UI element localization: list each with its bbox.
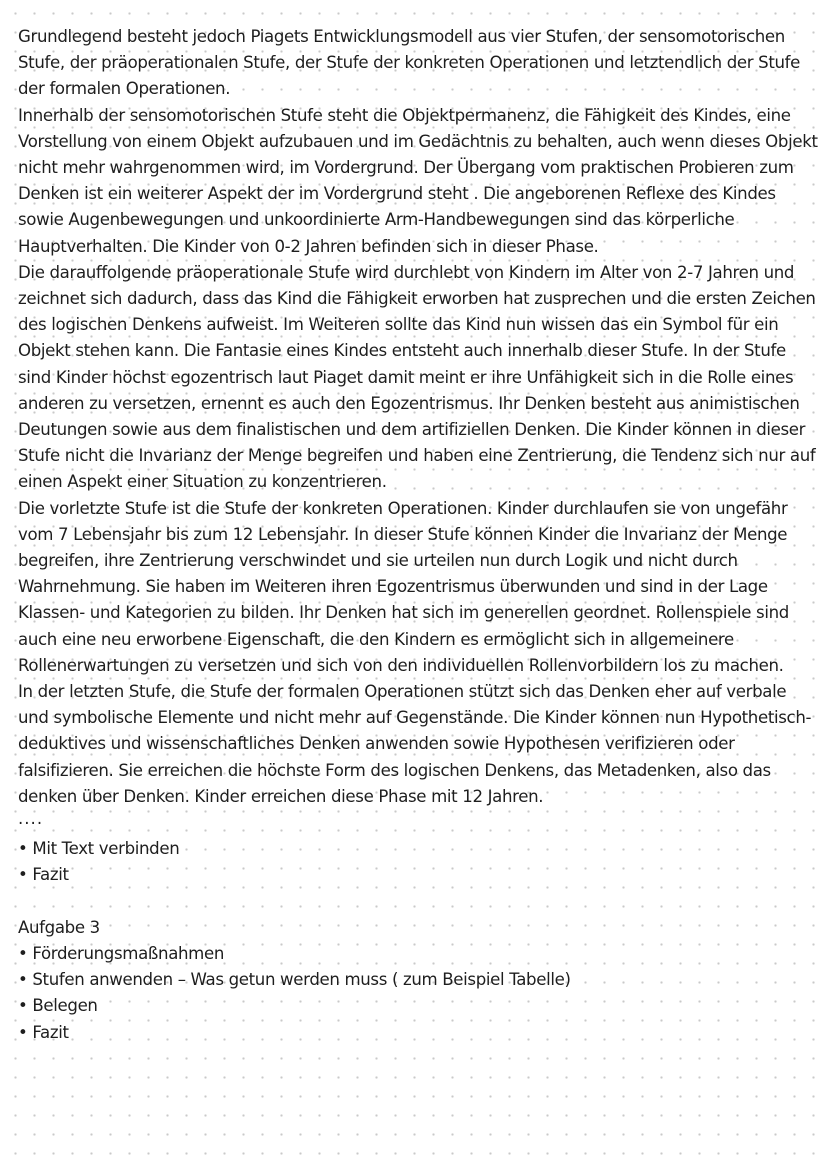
paragraph-sensomotorische-stufe: Innerhalb der sensomotorischen Stufe steht die Objektpermanenz, die Fähigkeit des Kindes, eine Vorstellung von einem Objekt aufzubauen und im Gedächtnis zu behalten, auch wenn dieses Objekt nicht mehr wahrgenommen wird, im Vordergrund. Der Übergang vom praktischen Probieren zum Denken ist ein weiterer Aspekt der im Vordergrund steht . Die angeborenen Reflexe des Kindes sowie Augenbewegungen und unkoordinierte Arm-Handbewegungen sind das körperliche Hauptverhalten. Die Kinder von 0-2 Jahren befinden sich in dieser Phase. — [18, 105, 818, 256]
ellipsis-marker: .... — [18, 809, 44, 829]
list-item: • Fazit — [18, 1020, 818, 1046]
paragraph-konkrete-operationen: Die vorletzte Stufe ist die Stufe der konkreten Operationen. Kinder durchlaufen sie von ungefähr vom 7 Lebensjahr bis zum 12 Lebensjahr. In dieser Stufe können Kinder die Invarianz der Menge begreifen, ihre Zentrierung verschwindet und sie urteilen nun durch Logik und nicht durch Wahrnehmung. Sie haben im Weiteren ihren Egozentrismus überwunden und sind in der Lage Klassen- und Kategorien zu bilden. Ihr Denken hat sich im generellen geordnet. Rollenspiele sind auch eine neu erworbene Eigenschaft, die den Kindern es ermöglicht sich in allgemeinere Rollenerwartungen zu versetzen und sich von den individuellen Rollenvorbildern los zu machen. — [18, 498, 789, 675]
list-item: • Fazit — [18, 862, 818, 888]
list-item: • Belegen — [18, 993, 818, 1019]
paragraph-formale-operationen: In der letzten Stufe, die Stufe der formalen Operationen stützt sich das Denken eher auf verbale und symbolische Elemente und nicht mehr auf Gegenstände. Die Kinder können nun Hypothetisch-deduktives und wissenschaftliches Denken anwenden sowie Hypothesen verifizieren oder falsifizieren. Sie erreichen die höchste Form des logischen Denkens, das Metadenken, also das denken über Denken. Kinder erreichen diese Phase mit 12 Jahren. — [18, 682, 812, 806]
bullet-list-todo — [18, 836, 818, 888]
blank-line — [18, 889, 818, 915]
paragraph-overview: Grundlegend besteht jedoch Piagets Entwicklungsmodell aus vier Stufen, der sensomotorischen Stufe, der präoperationalen Stufe, der Stufe der konkreten Operationen und letztendlich der Stufe der formalen Operationen. — [18, 27, 801, 99]
list-item: • Förderungsmaßnahmen — [18, 941, 818, 967]
task-heading: Aufgabe 3 — [18, 917, 100, 937]
bullet-list-task-3 — [18, 941, 818, 1046]
paragraph-praeoperationale-stufe: Die darauffolgende präoperationale Stufe wird durchlebt von Kindern im Alter von 2-7 Jahren und zeichnet sich dadurch, dass das Kind die Fähigkeit erworben hat zusprechen und die ersten Zeichen des logischen Denkens aufweist. Im Weiteren sollte das Kind nun wissen das ein Symbol für ein Objekt stehen kann. Die Fantasie eines Kindes entsteht auch innerhalb dieser Stufe. In der Stufe sind Kinder höchst egozentrisch laut Piaget damit meint er ihre Unfähigkeit sich in die Rolle eines anderen zu versetzen, ernennt es auch den Egozentrismus. Ihr Denken besteht aus animistischen Deutungen sowie aus dem finalistischen und dem artifiziellen Denken. Die Kinder können in dieser Stufe nicht die Invarianz der Menge begreifen und haben eine Zentrierung, die Tendenz sich nur auf einen Aspekt einer Situation zu konzentrieren. — [18, 262, 816, 492]
list-item: • Mit Text verbinden — [18, 836, 818, 862]
list-item: • Stufen anwenden – Was getun werden muss ( zum Beispiel Tabelle) — [18, 967, 818, 993]
